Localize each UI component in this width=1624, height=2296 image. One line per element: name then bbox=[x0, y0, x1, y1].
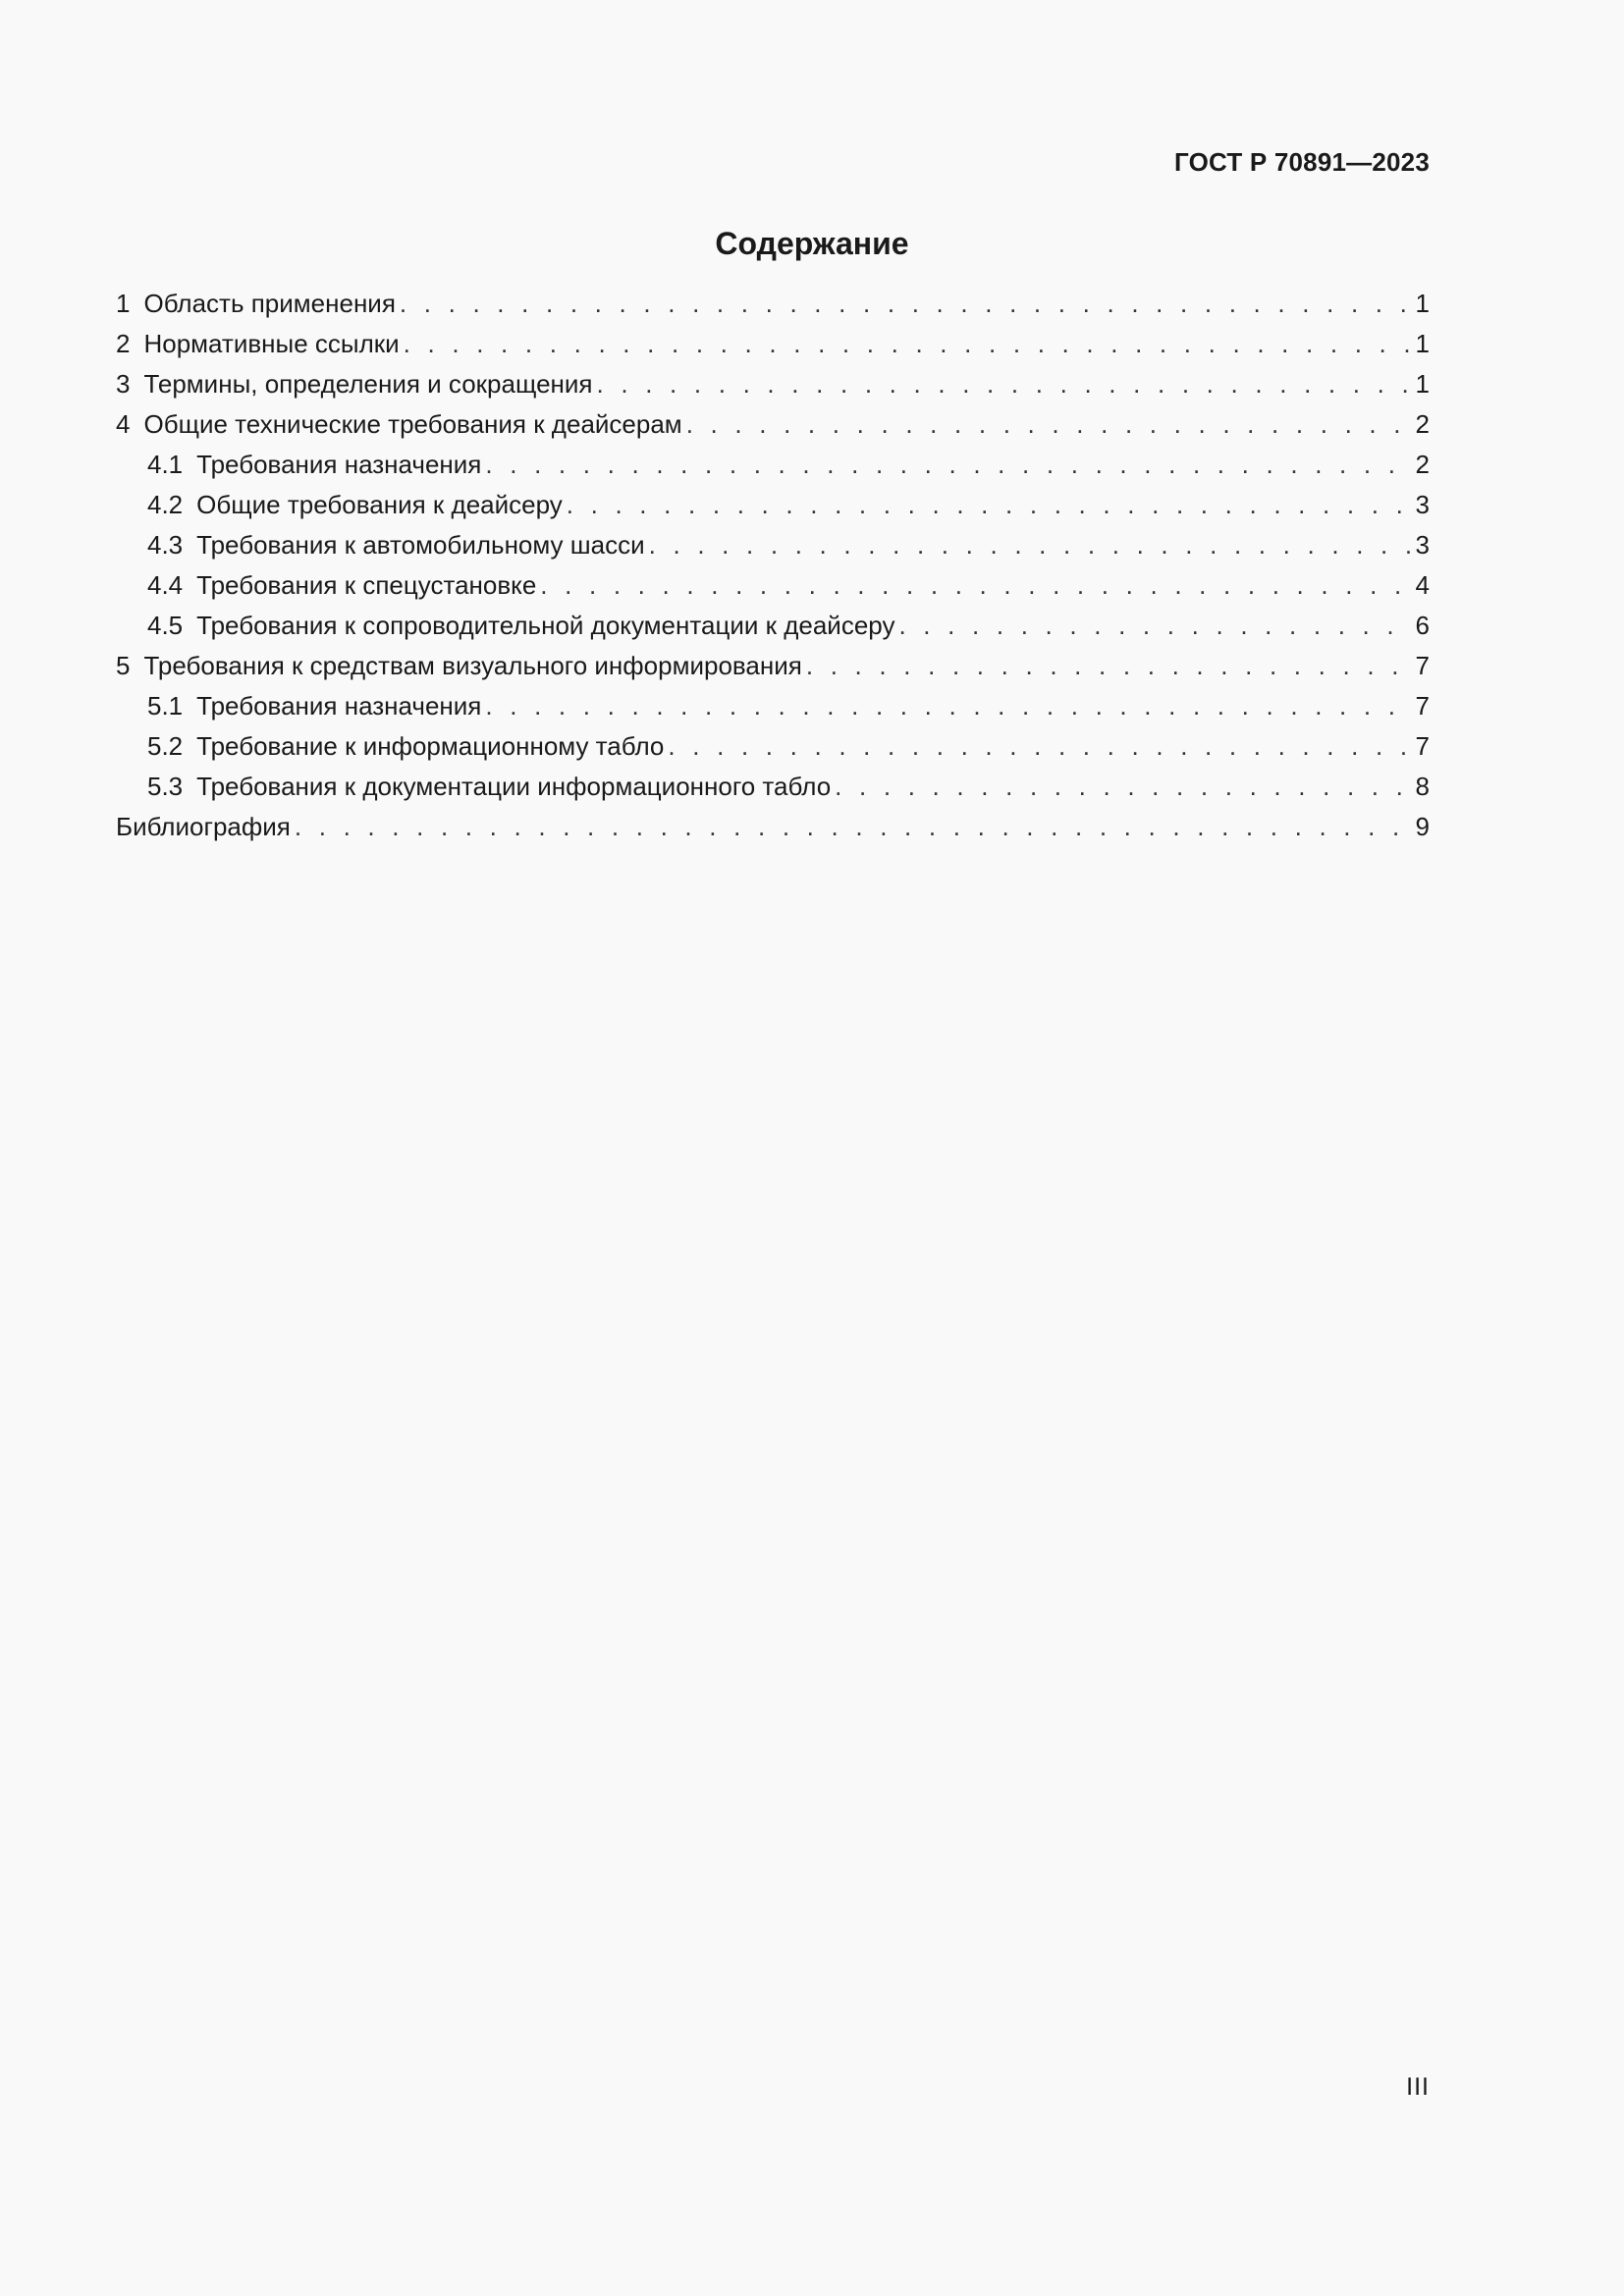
toc-entry[interactable] bbox=[116, 364, 1430, 404]
toc-entry-number: 5 bbox=[116, 651, 131, 680]
toc-entry-page: 9 bbox=[1415, 812, 1430, 841]
toc-entry-title: Требования к спецустановке bbox=[196, 570, 537, 600]
toc-entry-page: 3 bbox=[1415, 490, 1430, 519]
toc-subentry[interactable] bbox=[116, 686, 1430, 726]
toc-entry-number: 5.2 bbox=[147, 731, 184, 761]
toc-entry[interactable] bbox=[116, 284, 1430, 324]
toc-subentry[interactable] bbox=[116, 726, 1430, 767]
toc-leader-dots bbox=[400, 284, 1412, 324]
toc-entry-page: 8 bbox=[1415, 772, 1430, 801]
toc-leader-dots bbox=[295, 807, 1412, 847]
toc-entry-page: 7 bbox=[1415, 691, 1430, 721]
toc-entry-page: 7 bbox=[1415, 651, 1430, 680]
toc-entry-number: 4.4 bbox=[147, 570, 184, 600]
toc-leader-dots bbox=[649, 525, 1412, 565]
toc-entry-title: Общие технические требования к деайсерам bbox=[143, 409, 682, 439]
toc-leader-dots bbox=[404, 324, 1412, 364]
toc-entry[interactable] bbox=[116, 404, 1430, 445]
toc-entry-page: 7 bbox=[1415, 731, 1430, 761]
toc-entry-title: Требования к средствам визуального информирования bbox=[143, 651, 802, 680]
toc-entry[interactable] bbox=[116, 324, 1430, 364]
toc-title: Содержание bbox=[715, 226, 909, 261]
toc-entry-number: 4 bbox=[116, 409, 131, 439]
toc-leader-dots bbox=[540, 565, 1411, 606]
toc-entry-title: Требования назначения bbox=[196, 691, 482, 721]
toc-entry-title: Требования к документации информационного табло bbox=[196, 772, 832, 801]
toc-entry-title: Общие требования к деайсеру bbox=[196, 490, 563, 519]
toc-entry-number: 5.1 bbox=[147, 691, 184, 721]
toc-leader-dots bbox=[597, 364, 1412, 404]
toc-entry-title: Требования к сопроводительной документации к деайсеру bbox=[196, 611, 895, 640]
toc-entry-title: Требование к информационному табло bbox=[196, 731, 665, 761]
toc-entry-page: 3 bbox=[1415, 530, 1430, 560]
toc-leader-dots bbox=[567, 485, 1412, 525]
toc-entry-number: 4.5 bbox=[147, 611, 184, 640]
toc-leader-dots bbox=[898, 606, 1411, 646]
toc-entry-number: 3 bbox=[116, 369, 131, 399]
toc-subentry[interactable] bbox=[116, 525, 1430, 565]
toc-entry-page: 2 bbox=[1415, 450, 1430, 479]
toc-entry-page: 1 bbox=[1415, 369, 1430, 399]
toc-leader-dots bbox=[485, 445, 1411, 485]
toc-entry-title: Область применения bbox=[143, 289, 396, 318]
toc-entry-number: 5.3 bbox=[147, 772, 184, 801]
toc-subentry[interactable] bbox=[116, 565, 1430, 606]
toc-entry-page: 4 bbox=[1415, 570, 1430, 600]
toc-entry-title: Библиография bbox=[116, 812, 291, 841]
table-of-contents bbox=[116, 284, 1430, 847]
toc-entry-number: 4.1 bbox=[147, 450, 184, 479]
page-number: III bbox=[1406, 2073, 1430, 2101]
document-code: ГОСТ Р 70891—2023 bbox=[1174, 147, 1430, 177]
toc-subentry[interactable] bbox=[116, 485, 1430, 525]
toc-entry-number: 4.3 bbox=[147, 530, 184, 560]
toc-entry-page: 1 bbox=[1415, 289, 1430, 318]
toc-leader-dots bbox=[485, 686, 1411, 726]
toc-entry-title: Требования назначения bbox=[196, 450, 482, 479]
toc-subentry[interactable] bbox=[116, 606, 1430, 646]
toc-subentry[interactable] bbox=[116, 445, 1430, 485]
toc-leader-dots bbox=[668, 726, 1411, 767]
toc-entry-number: 2 bbox=[116, 329, 131, 358]
toc-entry-number: 1 bbox=[116, 289, 131, 318]
toc-entry-title: Термины, определения и сокращения bbox=[143, 369, 593, 399]
toc-subentry[interactable] bbox=[116, 767, 1430, 807]
toc-entry-page: 2 bbox=[1415, 409, 1430, 439]
toc-leader-dots bbox=[806, 646, 1412, 686]
toc-entry-title: Требования к автомобильному шасси bbox=[196, 530, 645, 560]
toc-entry-bibliography[interactable] bbox=[116, 807, 1430, 847]
toc-leader-dots bbox=[835, 767, 1411, 807]
toc-entry-page: 6 bbox=[1415, 611, 1430, 640]
toc-entry-number: 4.2 bbox=[147, 490, 184, 519]
toc-entry[interactable] bbox=[116, 646, 1430, 686]
toc-entry-title: Нормативные ссылки bbox=[143, 329, 400, 358]
toc-leader-dots bbox=[686, 404, 1412, 445]
toc-entry-page: 1 bbox=[1415, 329, 1430, 358]
